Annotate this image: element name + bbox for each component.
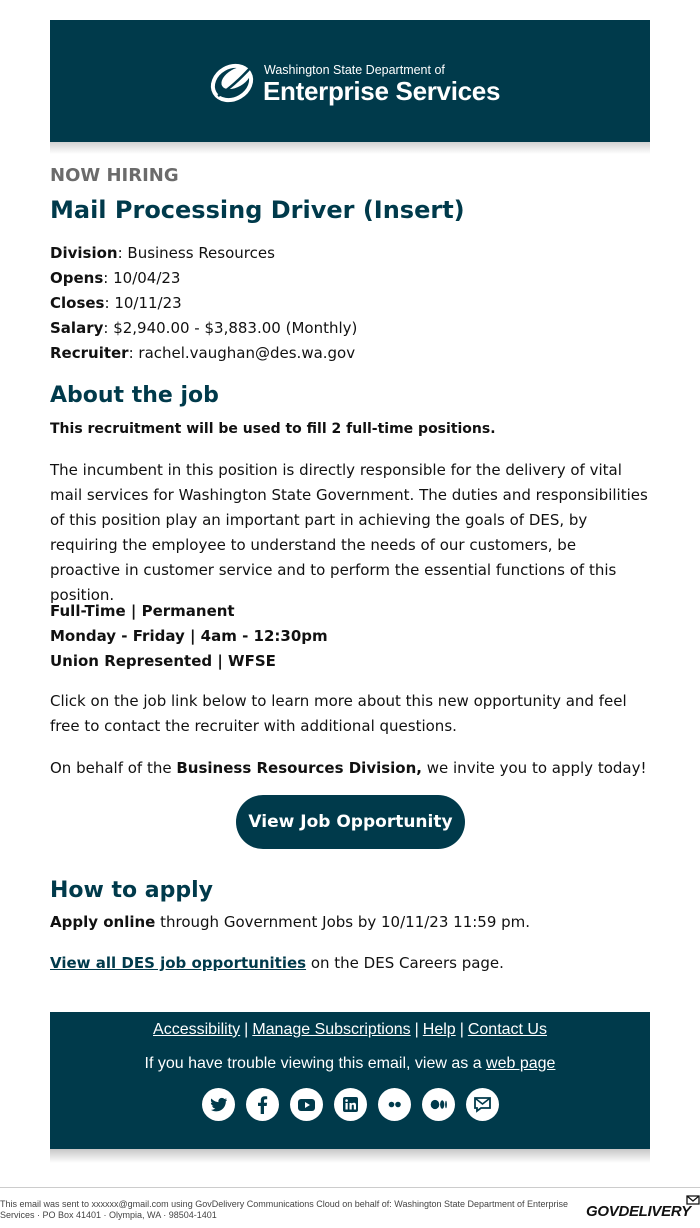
email-header-banner <box>50 20 650 142</box>
detail-union: Union Represented | WFSE <box>50 652 276 670</box>
header-shadow <box>50 142 650 154</box>
job-meta-list <box>50 241 650 366</box>
view-as-webpage-line: If you have trouble viewing this email, view as a web page <box>144 1055 556 1072</box>
medium-icon[interactable] <box>422 1088 455 1121</box>
divider <box>0 1187 700 1188</box>
job-description: The incumbent in this position is directly responsible for the delivery of vital mail services for Washington State Government. The duties and responsibilities of this position play an important part in achieving the goals of DES, by requiring the employee to understand the needs of our customers, be proactive in customer service and to perform the essential functions of this position. <box>50 461 648 604</box>
logo-title: Enterprise Services <box>263 76 501 106</box>
recruitment-lead: This recruitment will be used to fill 2 full-time positions. <box>50 421 496 437</box>
contact-us-link[interactable]: Contact Us <box>467 1021 547 1038</box>
social-links <box>202 1088 498 1122</box>
careers-line: View all DES job opportunities on the DES Careers page. <box>50 954 504 972</box>
meta-opens: Opens: 10/04/23 <box>50 269 181 287</box>
about-heading: About the job <box>50 383 219 408</box>
manage-subscriptions-link[interactable]: Manage Subscriptions <box>252 1021 411 1038</box>
view-all-jobs-link[interactable]: View all DES job opportunities <box>50 954 307 972</box>
view-job-opportunity-button[interactable]: View Job Opportunity <box>236 795 465 849</box>
invite-line: On behalf of the Business Resources Division, we invite you to apply today! <box>50 759 647 777</box>
meta-recruiter: Recruiter: rachel.vaughan@des.wa.gov <box>50 344 356 362</box>
detail-hours: Monday - Friday | 4am - 12:30pm <box>50 627 328 645</box>
meta-closes: Closes: 10/11/23 <box>50 294 182 312</box>
cta-container <box>236 795 465 849</box>
footer-links <box>50 1021 650 1039</box>
des-swoosh-icon <box>208 56 260 108</box>
email-footer <box>50 1012 650 1149</box>
linkedin-icon[interactable] <box>334 1088 367 1121</box>
delivery-disclaimer: This email was sent to xxxxxx@gmail.com using GovDelivery Communications Cloud on behalf of: Washington State Department of Enterprise Services · PO Box 41401 · Olympia, WA · 98504-1401 <box>0 1199 569 1220</box>
how-to-apply-heading: How to apply <box>50 878 214 903</box>
apply-online-line: Apply online through Government Jobs by 10/11/23 11:59 pm. <box>50 913 531 931</box>
logo-subtitle: Washington State Department of <box>264 63 445 77</box>
footer-shadow <box>50 1149 650 1163</box>
help-link[interactable]: Help <box>422 1021 456 1038</box>
job-title: Mail Processing Driver (Insert) <box>50 196 465 224</box>
click-instructions: Click on the job link below to learn more about this new opportunity and feel free to contact the recruiter with additional questions. <box>50 692 627 735</box>
separator: | <box>244 1021 249 1038</box>
separator: | <box>414 1021 419 1038</box>
meta-division: Division: Business Resources <box>50 244 275 262</box>
accessibility-link[interactable]: Accessibility <box>153 1021 241 1038</box>
des-logo[interactable] <box>208 56 501 108</box>
flickr-icon[interactable] <box>378 1088 411 1121</box>
email-icon[interactable] <box>466 1088 499 1121</box>
detail-schedule-type: Full-Time | Permanent <box>50 602 235 620</box>
facebook-icon[interactable] <box>246 1088 279 1121</box>
web-page-link[interactable]: web page <box>486 1055 556 1072</box>
now-hiring-eyebrow: NOW HIRING <box>50 165 179 186</box>
meta-salary: Salary: $2,940.00 - $3,883.00 (Monthly) <box>50 319 358 337</box>
twitter-icon[interactable] <box>202 1088 235 1121</box>
youtube-icon[interactable] <box>290 1088 323 1121</box>
govdelivery-logo[interactable]: GOVDELIVERY <box>586 1203 691 1220</box>
job-details <box>50 599 650 674</box>
separator: | <box>459 1021 464 1038</box>
